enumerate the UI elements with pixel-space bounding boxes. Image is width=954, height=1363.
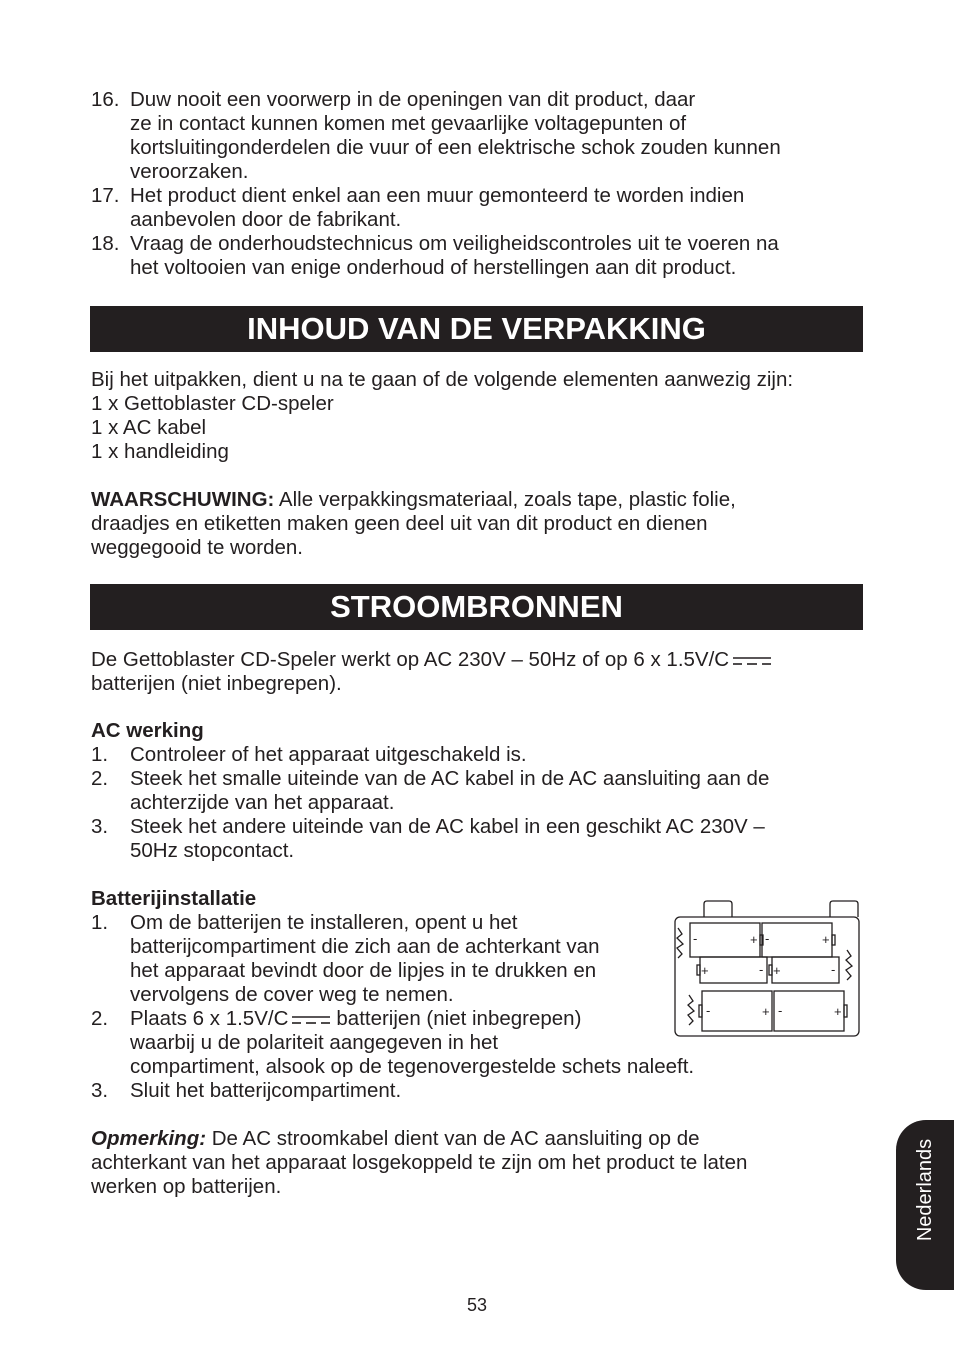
step-line: Steek het smalle uiteinde van de AC kabel in de AC aansluiting aan de (130, 767, 770, 790)
power-intro-text: batterijen (niet inbegrepen). (91, 672, 342, 695)
warning-paragraph (91, 488, 736, 512)
polarity-plus-label: + (822, 932, 830, 947)
polarity-plus-label: + (750, 932, 758, 947)
item-line: Duw nooit een voorwerp in de openingen van dit product, daar (130, 88, 696, 111)
polarity-plus-label: + (773, 963, 781, 978)
step-line: achterzijde van het apparaat. (130, 791, 395, 814)
step-text: batterijen (niet inbegrepen) (336, 1007, 582, 1030)
step-line: waarbij u de polariteit aangegeven in het (130, 1031, 499, 1054)
item-line: ze in contact kunnen komen met gevaarlijke voltagepunten of (130, 112, 687, 135)
polarity-minus-label: - (693, 931, 698, 946)
step-number: 1. (91, 911, 109, 934)
step-number: 2. (91, 1007, 109, 1030)
item-line: veroorzaken. (130, 160, 249, 183)
power-intro-text: De Gettoblaster CD-Speler werkt op AC 230V – 50Hz of op 6 x 1.5V/C (91, 648, 730, 671)
item-number: 16. (91, 88, 120, 111)
item-line: Vraag de onderhoudstechnicus om veiligheidscontroles uit te voeren na (130, 232, 779, 255)
contents-intro: Bij het uitpakken, dient u na te gaan of de volgende elementen aanwezig zijn: (91, 368, 794, 391)
note-text: De AC stroomkabel dient van de AC aansluiting op de (211, 1127, 700, 1150)
polarity-minus-label: - (831, 962, 836, 977)
warning-text: draadjes en etiketten maken geen deel uit van dit product en dienen (91, 512, 708, 535)
contents-item: 1 x AC kabel (91, 416, 207, 439)
polarity-plus-label: + (834, 1004, 842, 1019)
battery-compartment-diagram (672, 898, 862, 1040)
step-line: Controleer of het apparaat uitgeschakeld is. (130, 743, 527, 766)
language-tab-label: Nederlands (914, 1138, 936, 1242)
polarity-minus-label: - (706, 1003, 711, 1018)
contents-item: 1 x Gettoblaster CD-speler (91, 392, 334, 415)
note-text: achterkant van het apparaat losgekoppeld te zijn om het product te laten (91, 1151, 748, 1174)
warning-label: WAARSCHUWING: (91, 488, 275, 511)
contents-item: 1 x handleiding (91, 440, 229, 463)
step-line: 50Hz stopcontact. (130, 839, 295, 862)
step-number: 1. (91, 743, 109, 766)
item-line: aanbevolen door de fabrikant. (130, 208, 402, 231)
step-line: Om de batterijen te installeren, opent u het (130, 911, 518, 934)
language-tab (896, 1120, 954, 1290)
item-line: het voltooien van enige onderhoud of herstellingen aan dit product. (130, 256, 737, 279)
section-title-power: STROOMBRONNEN (90, 584, 863, 630)
note-text: werken op batterijen. (91, 1175, 282, 1198)
step-text: Plaats 6 x 1.5V/C (130, 1007, 289, 1030)
note-label: Opmerking: (91, 1127, 207, 1150)
step-number: 3. (91, 1079, 109, 1102)
polarity-plus-label: + (701, 963, 709, 978)
page-number: 53 (466, 1295, 488, 1315)
step-line: batterijcompartiment die zich aan de achterkant van (130, 935, 600, 958)
item-number: 17. (91, 184, 120, 207)
step-line: compartiment, alsook op de tegenovergestelde schets naleeft. (130, 1055, 695, 1078)
item-number: 18. (91, 232, 120, 255)
warning-text: Alle verpakkingsmateriaal, zoals tape, plastic folie, (278, 488, 736, 511)
step-line: het apparaat bevindt door de lipjes in te drukken en (130, 959, 597, 982)
dc-symbol-icon (292, 1015, 330, 1025)
power-intro (91, 648, 771, 672)
step-line: vervolgens de cover weg te nemen. (130, 983, 454, 1006)
step-line (130, 1007, 581, 1031)
section-title-contents: INHOUD VAN DE VERPAKKING (90, 306, 863, 352)
item-line: kortsluitingonderdelen die vuur of een elektrische schok zouden kunnen (130, 136, 781, 159)
item-line: Het product dient enkel aan een muur gemonteerd te worden indien (130, 184, 745, 207)
step-number: 2. (91, 767, 109, 790)
polarity-plus-label: + (762, 1004, 770, 1019)
polarity-minus-label: - (765, 931, 770, 946)
step-line: Sluit het batterijcompartiment. (130, 1079, 402, 1102)
ac-heading: AC werking (91, 719, 204, 742)
polarity-minus-label: - (778, 1003, 783, 1018)
note-paragraph (91, 1127, 700, 1151)
polarity-minus-label: - (759, 962, 764, 977)
step-number: 3. (91, 815, 109, 838)
step-line: Steek het andere uiteinde van de AC kabel in een geschikt AC 230V – (130, 815, 765, 838)
battery-heading: Batterijinstallatie (91, 887, 257, 910)
dc-symbol-icon (733, 656, 771, 666)
warning-text: weggegooid te worden. (91, 536, 303, 559)
